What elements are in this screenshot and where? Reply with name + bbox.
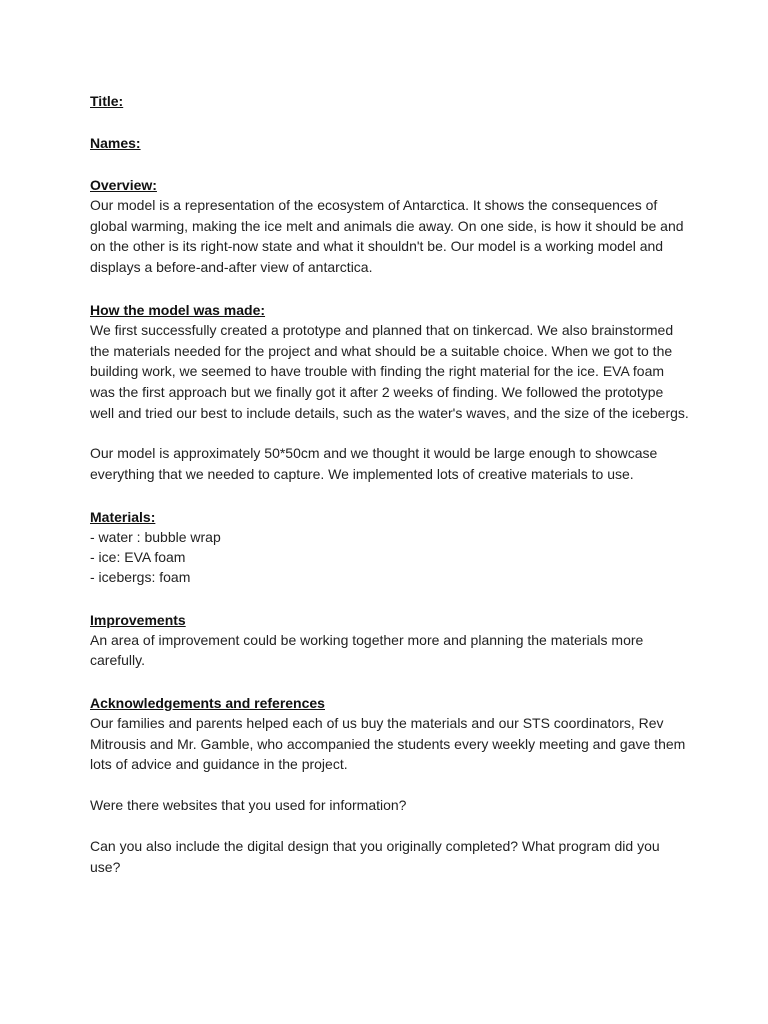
acknowledgements-heading: Acknowledgements and references <box>90 695 325 712</box>
names-label: Names: <box>90 135 141 151</box>
materials-section <box>90 507 690 588</box>
acknowledgements-section <box>90 693 690 775</box>
improvements-section <box>90 610 690 671</box>
document-page <box>90 91 690 877</box>
materials-list <box>90 527 690 588</box>
websites-question: Were there websites that you used for information? <box>90 797 407 814</box>
acknowledgements-body: Our families and parents helped each of us buy the materials and our STS coordinators, Rev Mitrousis and Mr. Gamble, who accompanied the students every weekly meeting and gave them lots of advice and guidance in the project. <box>90 715 686 773</box>
how-made-body-2: Our model is approximately 50*50cm and we thought it would be large enough to showcase everything that we needed to capture. We implemented lots of creative materials to use. <box>90 445 658 483</box>
improvements-body: An area of improvement could be working together more and planning the materials more carefully. <box>90 631 644 669</box>
title-label: Title: <box>90 93 124 109</box>
how-made-section <box>90 300 690 485</box>
improvements-heading: Improvements <box>90 611 186 628</box>
overview-body: Our model is a representation of the ecosystem of Antarctica. It shows the consequences of global warming, making the ice melt and animals die away. On one side, is how it should be and on the other is its right-now state and what it shouldn't be. Our model is a working model and displays a before-and-after view of antarctica. <box>90 197 684 276</box>
list-item: - icebergs: foam <box>90 569 191 586</box>
list-item: - ice: EVA foam <box>90 549 186 566</box>
list-item: - water : bubble wrap <box>90 528 221 545</box>
overview-heading: Overview: <box>90 177 157 193</box>
how-made-heading: How the model was made: <box>90 301 266 318</box>
digital-design-question: Can you also include the digital design that you originally completed? What program did you use? <box>90 837 660 875</box>
overview-section <box>90 175 690 278</box>
materials-heading: Materials: <box>90 508 156 525</box>
how-made-body-1: We first successfully created a prototype and planned that on tinkercad. We also brainstormed the materials needed for the project and what should be a suitable choice. When we got to the building work, we seemed to have trouble with finding the right material for the ice. EVA foam was the first approach but we finally got it after 2 weeks of finding. We followed the prototype well and tried our best to include details, such as the water's waves, and the size of the icebergs. <box>90 321 689 421</box>
